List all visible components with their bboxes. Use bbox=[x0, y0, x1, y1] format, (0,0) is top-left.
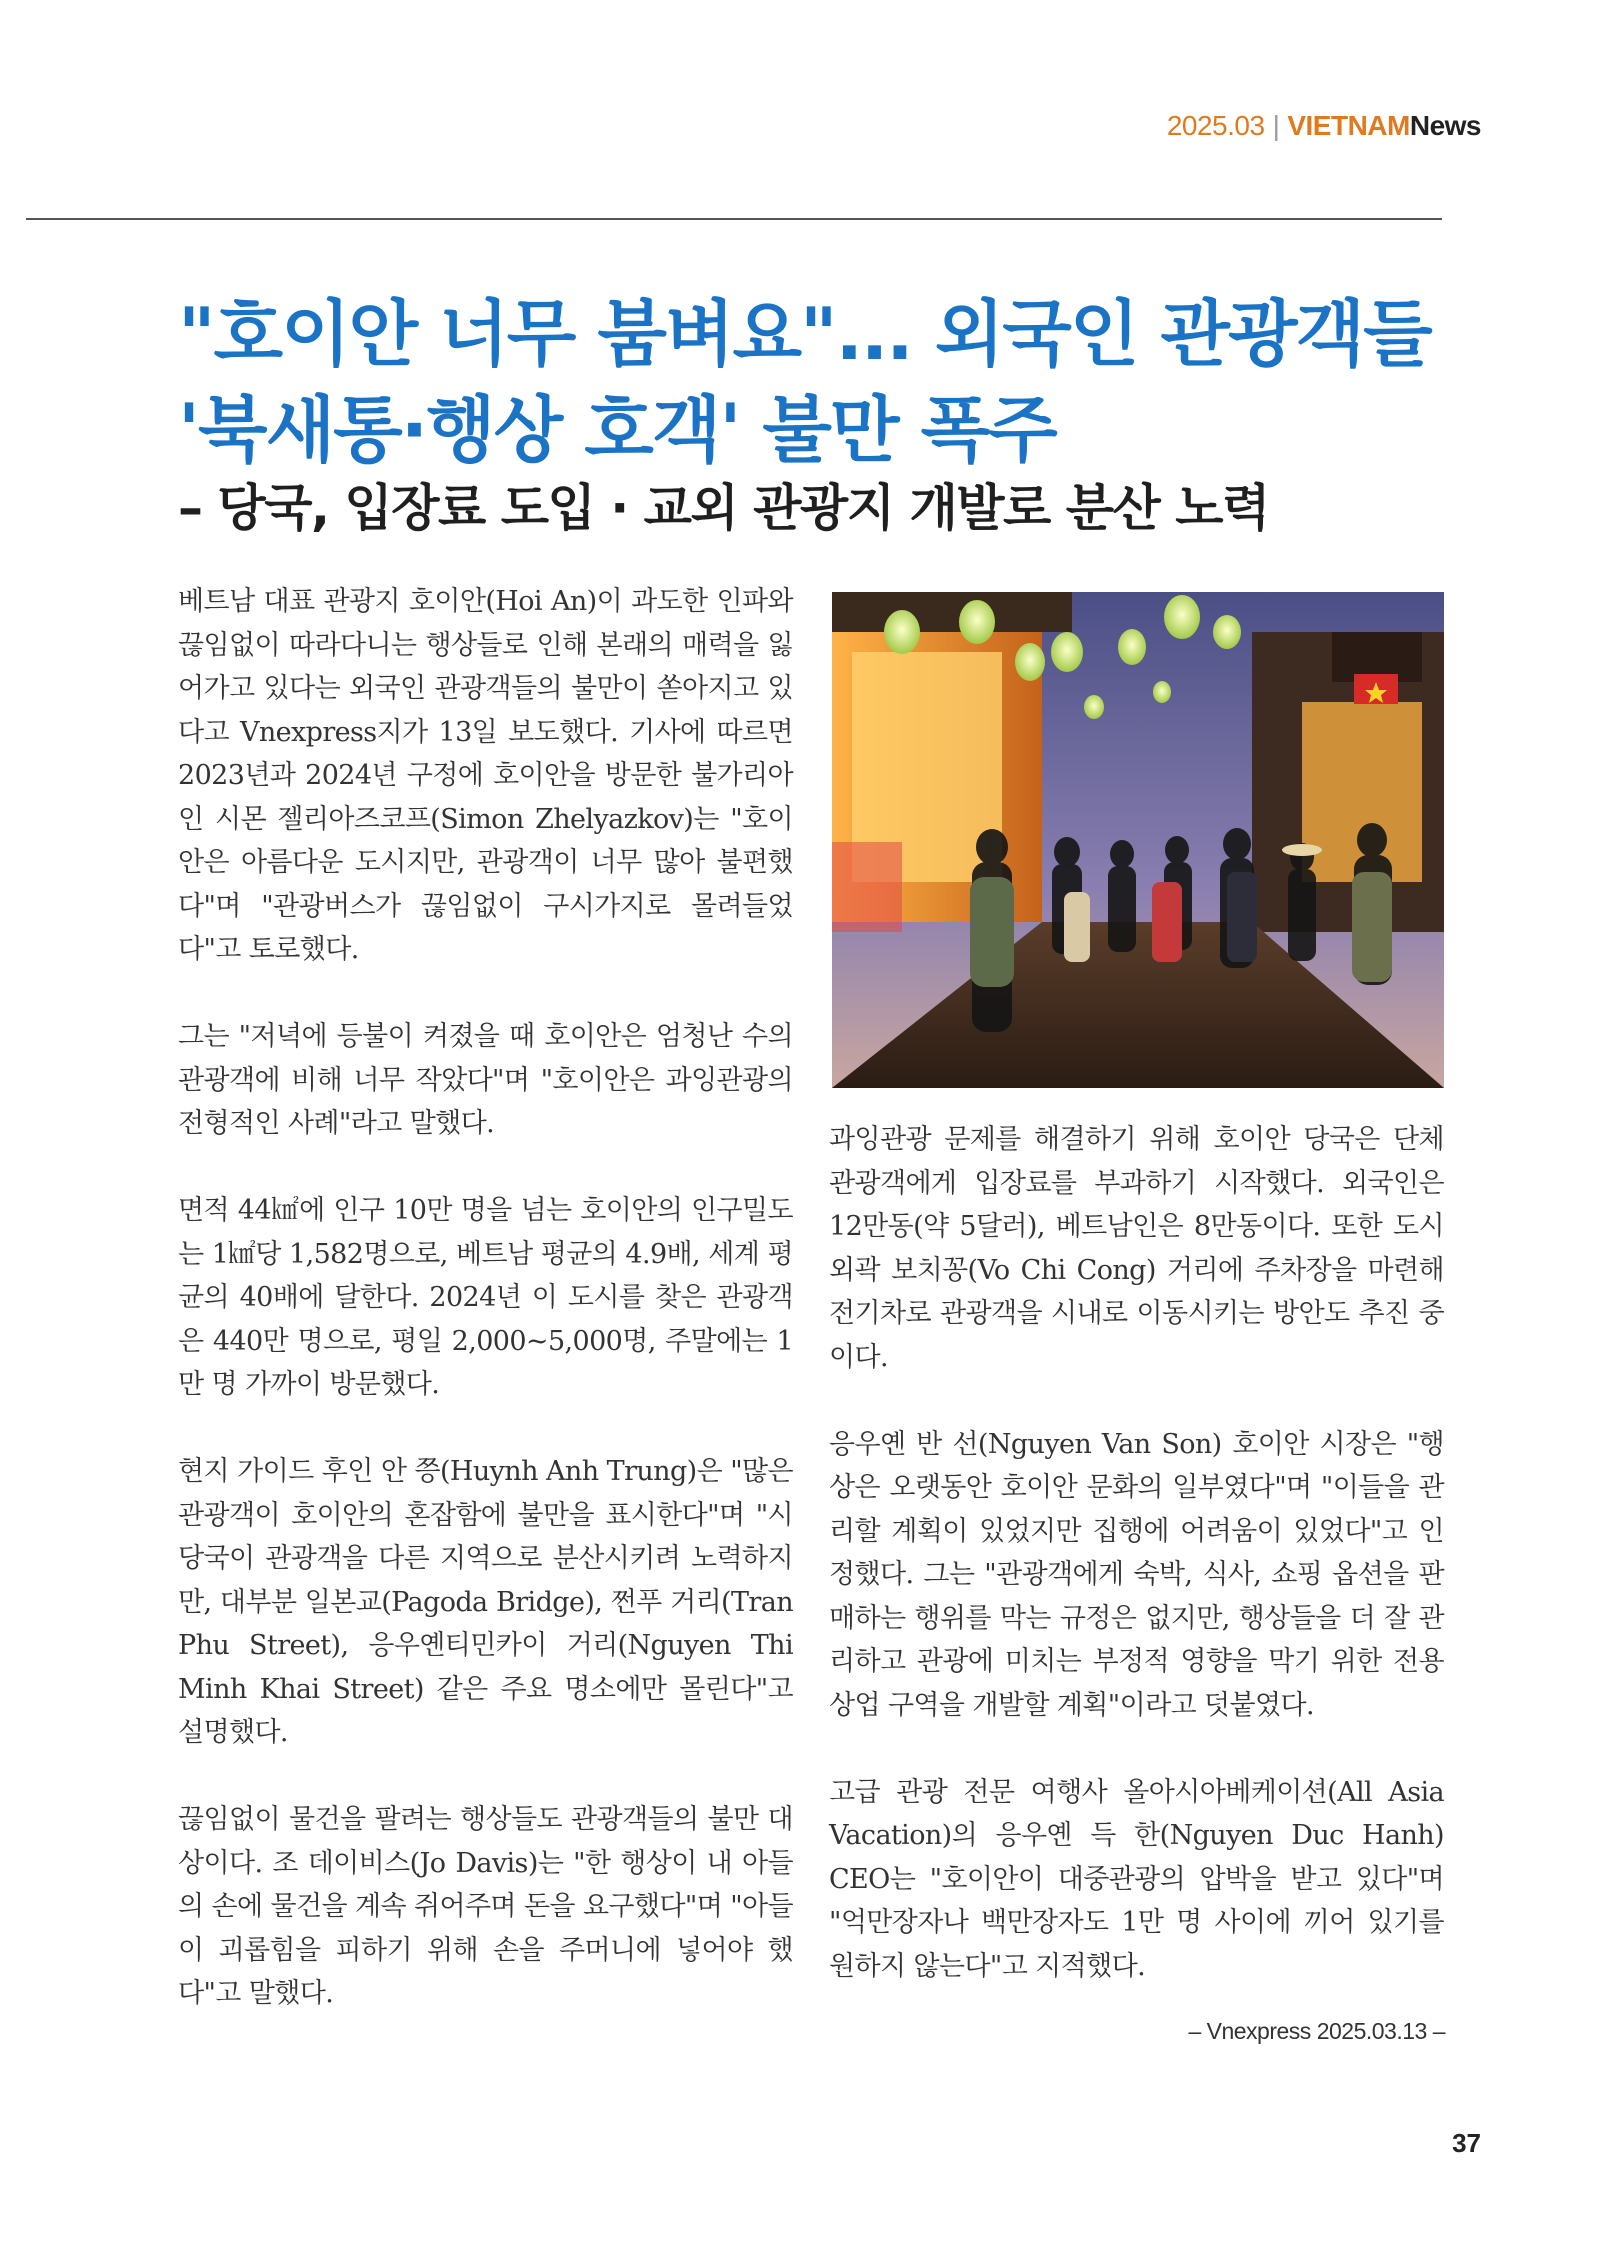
brand-vietnam: VIETNAM bbox=[1287, 110, 1410, 141]
source-credit: – Vnexpress 2025.03.13 – bbox=[1188, 2018, 1445, 2044]
right-column bbox=[829, 1118, 1444, 1988]
header-divider bbox=[26, 218, 1442, 220]
paragraph: 그는 "저녁에 등불이 켜졌을 때 호이안은 엄청난 수의 관광객에 비해 너무 작았다"며 "호이안은 과잉관광의 전형적인 사례"라고 말했다. bbox=[178, 1021, 793, 1139]
paragraph: 베트남 대표 관광지 호이안(Hoi An)이 과도한 인파와 끊임없이 따라다니는 행상들로 인해 본래의 매력을 잃어가고 있다는 외국인 관광객들의 불만이 쏟아지고 있다고 Vnexpress지가 13일 보도했다. 기사에 따르면 2023년과 2024년 구정에 호이안을 방문한 불가리아인 시몬 젤리아즈코프(Simon Zhelyazkov)는 "호이안은 아름다운 도시지만, 관광객이 너무 많아 불편했다"며 "관광버스가 끊임없이 구시가지로 몰려들었다"고 토로했다. bbox=[178, 586, 793, 965]
page-number: 37 bbox=[1452, 2128, 1481, 2158]
header-separator: | bbox=[1272, 110, 1280, 141]
magazine-header bbox=[1167, 110, 1481, 142]
paragraph: 응우옌 반 선(Nguyen Van Son) 호이안 시장은 "행상은 오랫동안 호이안 문화의 일부였다"며 "이들을 관리할 계획이 있었지만 집행에 어려움이 있었다"고 인정했다. 그는 "관광객에게 숙박, 식사, 쇼핑 옵션을 판매하는 행위를 막는 규정은 없지만, 행상들을 더 잘 관리하고 관광에 미치는 부정적 영향을 막기 위한 전용 상업 구역을 개발할 계획"이라고 덧붙였다. bbox=[829, 1428, 1444, 1721]
title-line-1: "호이안 너무 붐벼요"... 외국인 관광객들 bbox=[178, 292, 1431, 376]
title-line-2: '북새통·행상 호객' 불만 폭주 bbox=[178, 388, 1056, 472]
issue-date: 2025.03 bbox=[1166, 110, 1265, 141]
paragraph: 끊임없이 물건을 팔려는 행상들도 관광객들의 불만 대상이다. 조 데이비스(Jo Davis)는 "한 행상이 내 아들의 손에 물건을 계속 쥐어주며 돈을 요구했다"며 "아들이 괴롭힘을 피하기 위해 손을 주머니에 넣어야 했다"고 말했다. bbox=[178, 1804, 793, 2009]
paragraph: 면적 44㎢에 인구 10만 명을 넘는 호이안의 인구밀도는 1㎢당 1,582명으로, 베트남 평균의 4.9배, 세계 평균의 40배에 달한다. 2024년 이 도시를 찾은 관광객은 440만 명으로, 평일 2,000~5,000명, 주말에는 1만 명 가까이 방문했다. bbox=[178, 1195, 793, 1400]
paragraph: 고급 관광 전문 여행사 올아시아베케이션(All Asia Vacation)의 응우옌 득 한(Nguyen Duc Hanh) CEO는 "호이안이 대중관광의 압박을 받고 있다"며 "억만장자나 백만장자도 1만 명 사이에 끼어 있기를 원하지 않는다"고 지적했다. bbox=[829, 1776, 1444, 1982]
article-title bbox=[178, 286, 1478, 478]
paragraph: 과잉관광 문제를 해결하기 위해 호이안 당국은 단체 관광객에게 입장료를 부과하기 시작했다. 외국인은 12만동(약 5달러), 베트남인은 8만동이다. 또한 도시 외곽 보치꽁(Vo Chi Cong) 거리에 주차장을 마련해 전기차로 관광객을 시내로 이동시키는 방안도 추진 중이다. bbox=[829, 1124, 1444, 1373]
brand-news: News bbox=[1409, 110, 1481, 141]
article-subtitle: – 당국, 입장료 도입 · 교외 관광지 개발로 분산 노력 bbox=[178, 479, 1269, 537]
paragraph: 현지 가이드 후인 안 쯩(Huynh Anh Trung)은 "많은 관광객이 호이안의 혼잡함에 불만을 표시한다"며 "시 당국이 관광객을 다른 지역으로 분산시키려 노력하지만, 대부분 일본교(Pagoda Bridge), 쩐푸 거리(Tran Phu Street), 응우옌티민카이 거리(Nguyen Thi Minh Khai Street) 같은 주요 명소에만 몰린다"고 설명했다. bbox=[178, 1456, 793, 1748]
balloon-stall bbox=[832, 842, 902, 932]
crowded-lantern-street-photo bbox=[832, 592, 1444, 1088]
left-column bbox=[178, 580, 793, 2016]
